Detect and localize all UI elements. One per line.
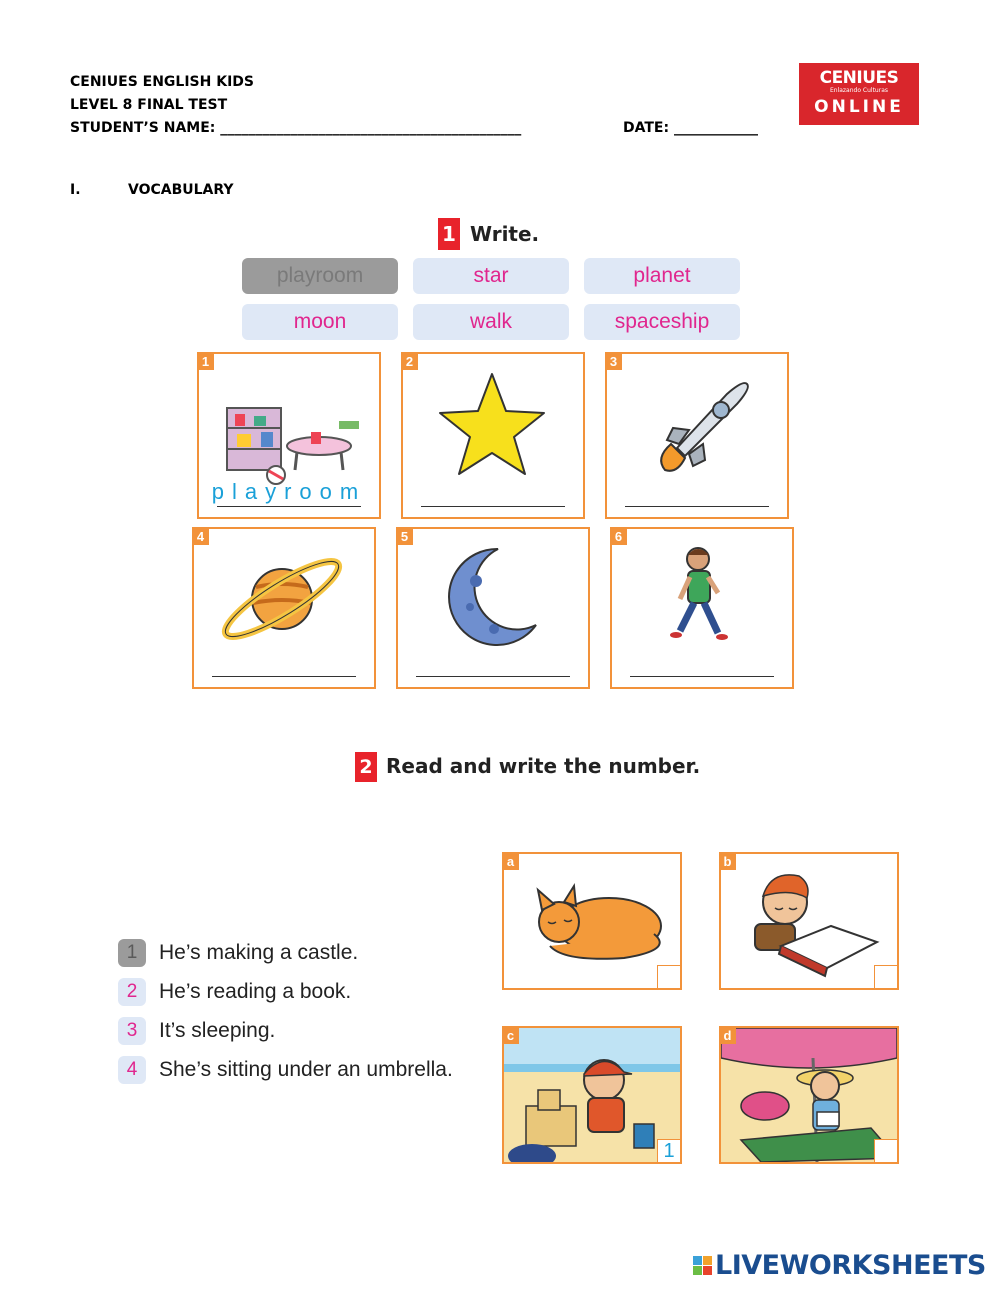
sentence-number: 3 (118, 1017, 146, 1045)
ceniues-logo (799, 63, 919, 125)
section-number: I. (70, 182, 81, 198)
sentence-row (118, 938, 358, 968)
sentence-row (118, 1055, 453, 1085)
vocab-card-4 (192, 527, 376, 689)
liveworksheets-logo (693, 1250, 986, 1281)
liveworksheets-brand: LIVEWORKSHEETS (715, 1250, 986, 1281)
word-bank-item: moon (242, 304, 398, 340)
sentence-number: 4 (118, 1056, 146, 1084)
card-number: 1 (197, 352, 214, 370)
answer-box[interactable] (874, 1139, 897, 1162)
sentence-text: She’s sitting under an umbrella. (159, 1058, 453, 1081)
school-name: CENIUES ENGLISH KIDS (70, 74, 254, 90)
card-letter: a (502, 852, 519, 870)
logo-tagline: Enlazando Culturas (829, 87, 889, 94)
exercise1-badge: 1 (438, 218, 460, 250)
answer-line[interactable] (625, 506, 769, 507)
sleeping-cat-picture (504, 854, 680, 988)
answer-line[interactable] (212, 676, 356, 677)
card-number: 2 (401, 352, 418, 370)
answer-line[interactable] (416, 676, 570, 677)
logo-online: ONLINE (814, 97, 904, 117)
word-bank-item: planet (584, 258, 740, 294)
card-letter: b (719, 852, 736, 870)
sentence-row (118, 1016, 275, 1046)
word-bank-item: walk (413, 304, 569, 340)
answer-box[interactable]: 1 (657, 1139, 680, 1162)
girl-umbrella-picture (721, 1028, 897, 1162)
picture-card-c (502, 1026, 682, 1164)
date-field[interactable]: DATE: ____________ (623, 120, 758, 136)
moon-picture (398, 541, 588, 661)
picture-card-d (719, 1026, 899, 1164)
picture-card-b (719, 852, 899, 990)
card-number: 4 (192, 527, 209, 545)
word-bank-item: spaceship (584, 304, 740, 340)
rocket-picture (607, 366, 787, 491)
boy-reading-picture (721, 854, 897, 988)
word-bank-item: star (413, 258, 569, 294)
sentence-row (118, 977, 351, 1007)
walking-boy-picture (612, 541, 792, 661)
student-name-field[interactable]: STUDENT’S NAME: ___________________________________________ (70, 120, 522, 136)
sentence-text: It’s sleeping. (159, 1019, 276, 1042)
word-bank-item: playroom (242, 258, 398, 294)
exercise2-title: Read and write the number. (386, 754, 701, 778)
example-answer: playroom (211, 479, 367, 504)
answer-line[interactable] (421, 506, 565, 507)
vocab-card-1 (197, 352, 381, 519)
planet-picture (194, 541, 374, 661)
card-letter: d (719, 1026, 736, 1044)
exercise1-title: Write. (470, 222, 540, 246)
answer-box[interactable] (874, 965, 897, 988)
card-number: 3 (605, 352, 622, 370)
card-letter: c (502, 1026, 519, 1044)
exercise2-badge: 2 (355, 752, 377, 782)
answer-box[interactable] (657, 965, 680, 988)
picture-card-a (502, 852, 682, 990)
card-number: 5 (396, 527, 413, 545)
liveworksheets-icon (693, 1256, 712, 1275)
section-title: VOCABULARY (128, 182, 234, 198)
test-name: LEVEL 8 FINAL TEST (70, 97, 228, 113)
playroom-picture (199, 366, 379, 491)
sentence-number: 1 (118, 939, 146, 967)
vocab-card-2 (401, 352, 585, 519)
sentence-number: 2 (118, 978, 146, 1006)
sentence-text: He’s making a castle. (159, 941, 359, 964)
star-picture (403, 366, 583, 491)
answer-line[interactable] (630, 676, 774, 677)
vocab-card-6 (610, 527, 794, 689)
sentence-text: He’s reading a book. (159, 980, 352, 1003)
sandcastle-picture (504, 1028, 680, 1162)
logo-brand: CENIUES (819, 68, 899, 88)
answer-line[interactable] (217, 506, 361, 507)
vocab-card-5 (396, 527, 590, 689)
vocab-card-3 (605, 352, 789, 519)
card-number: 6 (610, 527, 627, 545)
